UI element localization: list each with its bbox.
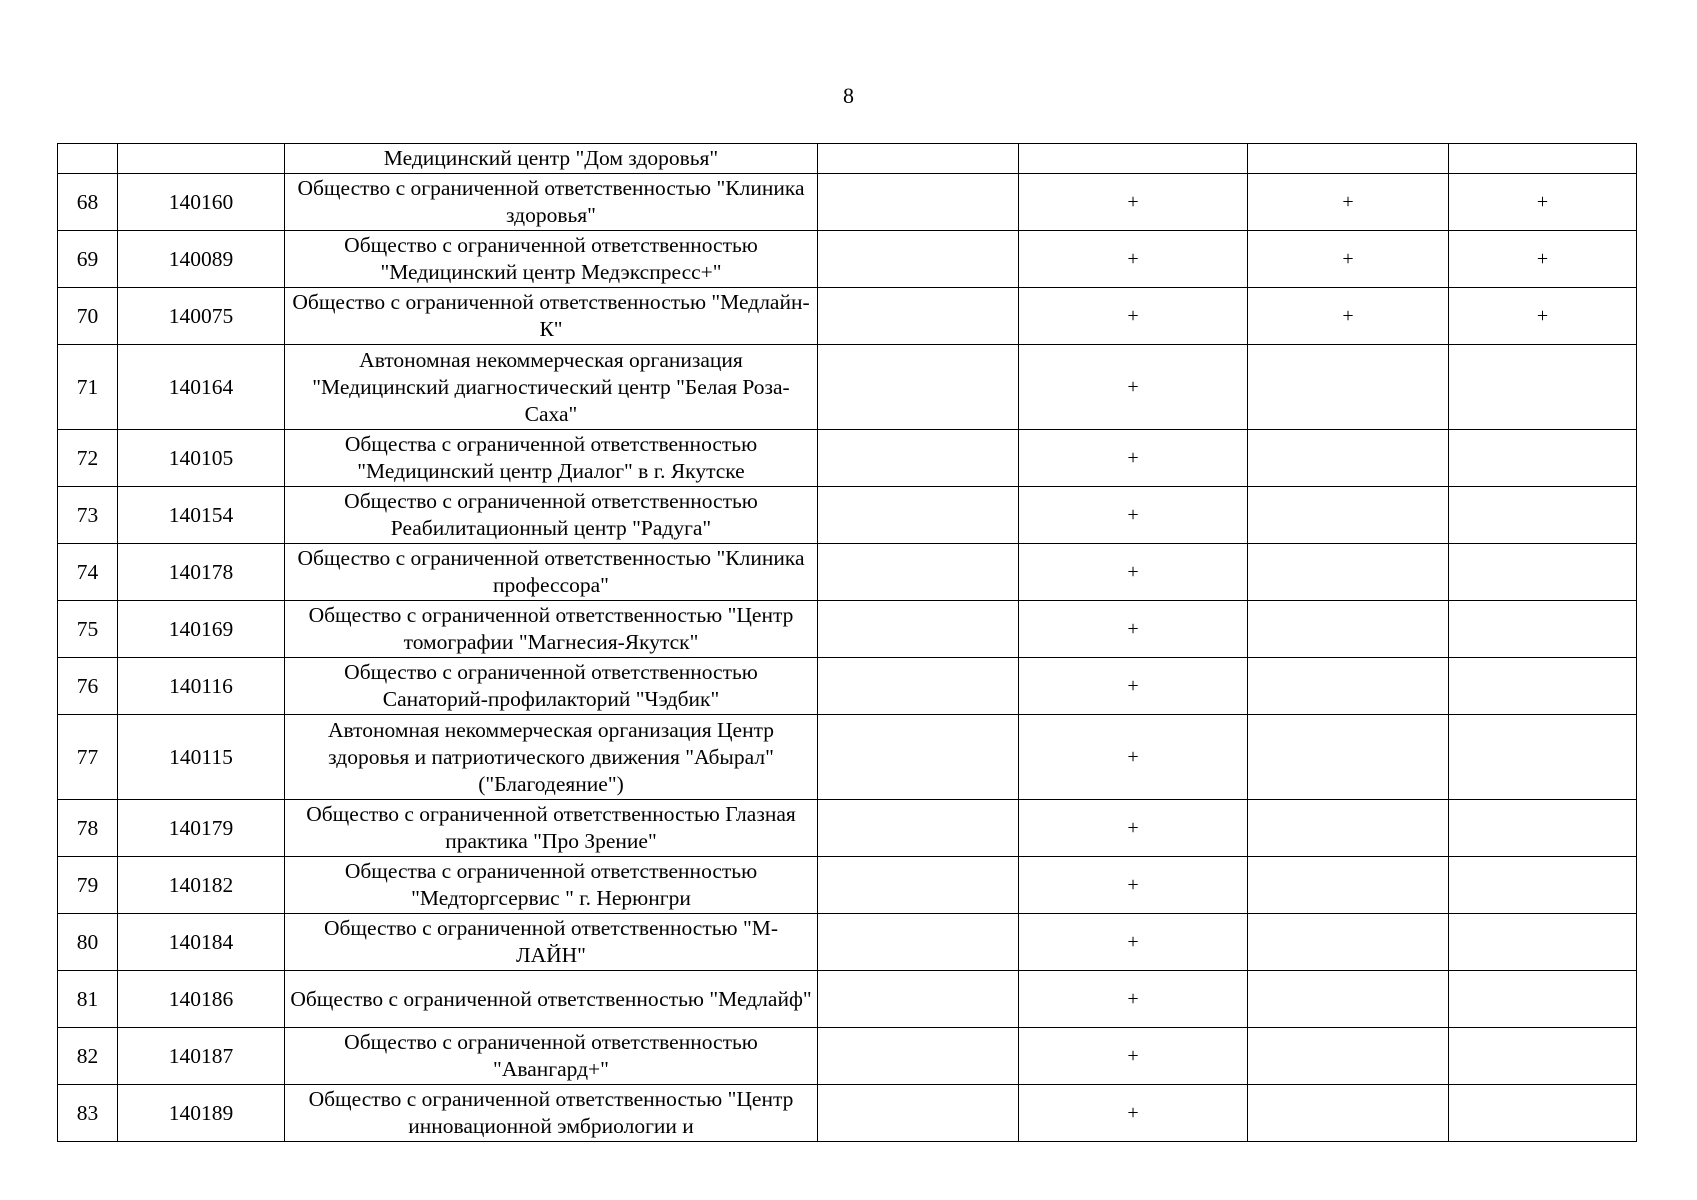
column-5-cell: + xyxy=(1019,658,1248,715)
column-7-cell xyxy=(1449,430,1637,487)
row-number-cell: 83 xyxy=(58,1085,118,1142)
row-number-cell xyxy=(58,144,118,174)
row-number-cell: 71 xyxy=(58,345,118,430)
registry-code-cell: 140187 xyxy=(118,1028,285,1085)
organization-name-cell: Общество с ограниченной ответственностью "Центр томографии "Магнесия-Якутск" xyxy=(285,601,818,658)
column-5-cell: + xyxy=(1019,857,1248,914)
registry-code-cell: 140075 xyxy=(118,288,285,345)
registry-code-cell: 140154 xyxy=(118,487,285,544)
column-4-cell xyxy=(818,544,1019,601)
organization-name-cell: Общество с ограниченной ответственностью "Клиника профессора" xyxy=(285,544,818,601)
table-row xyxy=(58,800,1637,857)
column-5-cell: + xyxy=(1019,430,1248,487)
column-5-cell: + xyxy=(1019,715,1248,800)
page-number: 8 xyxy=(843,83,854,108)
column-7-cell: + xyxy=(1449,288,1637,345)
organization-name-cell: Медицинский центр "Дом здоровья" xyxy=(285,144,818,174)
column-6-cell xyxy=(1248,914,1449,971)
column-6-cell xyxy=(1248,544,1449,601)
organization-name-cell: Общества с ограниченной ответственностью "Медицинский центр Диалог" в г. Якутске xyxy=(285,430,818,487)
column-5-cell: + xyxy=(1019,174,1248,231)
row-number-cell: 78 xyxy=(58,800,118,857)
table-row xyxy=(58,857,1637,914)
column-7-cell xyxy=(1449,544,1637,601)
column-5-cell: + xyxy=(1019,800,1248,857)
organization-name-cell: Общество с ограниченной ответственностью Санаторий-профилакторий "Чэдбик" xyxy=(285,658,818,715)
column-4-cell xyxy=(818,288,1019,345)
column-4-cell xyxy=(818,487,1019,544)
registry-code-cell: 140179 xyxy=(118,800,285,857)
column-6-cell xyxy=(1248,345,1449,430)
column-4-cell xyxy=(818,144,1019,174)
table-row xyxy=(58,601,1637,658)
registry-code-cell: 140178 xyxy=(118,544,285,601)
column-5-cell: + xyxy=(1019,1085,1248,1142)
table-row xyxy=(58,658,1637,715)
column-4-cell xyxy=(818,345,1019,430)
column-7-cell xyxy=(1449,1028,1637,1085)
column-5-cell: + xyxy=(1019,914,1248,971)
column-4-cell xyxy=(818,174,1019,231)
organization-name-cell: Автономная некоммерческая организация Центр здоровья и патриотического движения "Абырал" ("Благодеяние") xyxy=(285,715,818,800)
column-6-cell: + xyxy=(1248,288,1449,345)
column-6-cell: + xyxy=(1248,231,1449,288)
row-number-cell: 76 xyxy=(58,658,118,715)
registry-code-cell: 140189 xyxy=(118,1085,285,1142)
column-7-cell xyxy=(1449,715,1637,800)
registry-code-cell: 140160 xyxy=(118,174,285,231)
row-number-cell: 79 xyxy=(58,857,118,914)
row-number-cell: 73 xyxy=(58,487,118,544)
column-4-cell xyxy=(818,1085,1019,1142)
column-7-cell: + xyxy=(1449,231,1637,288)
table-row xyxy=(58,971,1637,1028)
table-row xyxy=(58,487,1637,544)
column-4-cell xyxy=(818,857,1019,914)
column-5-cell: + xyxy=(1019,601,1248,658)
column-6-cell xyxy=(1248,430,1449,487)
column-5-cell: + xyxy=(1019,231,1248,288)
column-5-cell: + xyxy=(1019,1028,1248,1085)
column-6-cell xyxy=(1248,971,1449,1028)
registry-code-cell: 140169 xyxy=(118,601,285,658)
column-5-cell: + xyxy=(1019,544,1248,601)
column-6-cell xyxy=(1248,1085,1449,1142)
registry-code-cell: 140116 xyxy=(118,658,285,715)
table-row xyxy=(58,430,1637,487)
registry-code-cell: 140115 xyxy=(118,715,285,800)
column-4-cell xyxy=(818,971,1019,1028)
table-row xyxy=(58,231,1637,288)
column-6-cell xyxy=(1248,715,1449,800)
column-7-cell xyxy=(1449,658,1637,715)
organization-name-cell: Автономная некоммерческая организация "Медицинский диагностический центр "Белая Роза-Саха" xyxy=(285,345,818,430)
table-row xyxy=(58,288,1637,345)
registry-code-cell: 140186 xyxy=(118,971,285,1028)
organization-name-cell: Общество с ограниченной ответственностью "Медицинский центр Медэкспресс+" xyxy=(285,231,818,288)
organization-name-cell: Общество с ограниченной ответственностью "Центр инновационной эмбриологии и xyxy=(285,1085,818,1142)
column-7-cell xyxy=(1449,144,1637,174)
table-row xyxy=(58,1085,1637,1142)
row-number-cell: 74 xyxy=(58,544,118,601)
table-row xyxy=(58,1028,1637,1085)
organizations-table xyxy=(57,143,1637,1142)
column-4-cell xyxy=(818,430,1019,487)
organization-name-cell: Общество с ограниченной ответственностью "Медлайн-К" xyxy=(285,288,818,345)
organization-name-cell: Общество с ограниченной ответственностью "Клиника здоровья" xyxy=(285,174,818,231)
column-7-cell xyxy=(1449,857,1637,914)
organization-name-cell: Общество с ограниченной ответственностью "М-ЛАЙН" xyxy=(285,914,818,971)
table-row xyxy=(58,914,1637,971)
column-7-cell: + xyxy=(1449,174,1637,231)
table-row xyxy=(58,144,1637,174)
table-row xyxy=(58,544,1637,601)
column-5-cell: + xyxy=(1019,487,1248,544)
registry-code-cell xyxy=(118,144,285,174)
table-row xyxy=(58,174,1637,231)
organization-name-cell: Общество с ограниченной ответственностью "Медлайф" xyxy=(285,971,818,1028)
column-7-cell xyxy=(1449,1085,1637,1142)
registry-code-cell: 140184 xyxy=(118,914,285,971)
organization-name-cell: Общество с ограниченной ответственностью "Авангард+" xyxy=(285,1028,818,1085)
organization-name-cell: Общество с ограниченной ответственностью Глазная практика "Про Зрение" xyxy=(285,800,818,857)
column-4-cell xyxy=(818,715,1019,800)
column-4-cell xyxy=(818,231,1019,288)
column-5-cell: + xyxy=(1019,345,1248,430)
table-row xyxy=(58,715,1637,800)
column-7-cell xyxy=(1449,800,1637,857)
column-6-cell xyxy=(1248,601,1449,658)
column-6-cell xyxy=(1248,658,1449,715)
column-4-cell xyxy=(818,800,1019,857)
column-5-cell: + xyxy=(1019,971,1248,1028)
row-number-cell: 75 xyxy=(58,601,118,658)
column-5-cell xyxy=(1019,144,1248,174)
organization-name-cell: Общества с ограниченной ответственностью "Медторгсервис " г. Нерюнгри xyxy=(285,857,818,914)
column-4-cell xyxy=(818,601,1019,658)
column-4-cell xyxy=(818,658,1019,715)
column-5-cell: + xyxy=(1019,288,1248,345)
registry-code-cell: 140182 xyxy=(118,857,285,914)
column-6-cell xyxy=(1248,857,1449,914)
column-7-cell xyxy=(1449,487,1637,544)
registry-code-cell: 140089 xyxy=(118,231,285,288)
column-6-cell xyxy=(1248,144,1449,174)
table-row xyxy=(58,345,1637,430)
column-4-cell xyxy=(818,1028,1019,1085)
row-number-cell: 81 xyxy=(58,971,118,1028)
column-7-cell xyxy=(1449,971,1637,1028)
row-number-cell: 80 xyxy=(58,914,118,971)
organization-name-cell: Общество с ограниченной ответственностью Реабилитационный центр "Радуга" xyxy=(285,487,818,544)
row-number-cell: 69 xyxy=(58,231,118,288)
row-number-cell: 70 xyxy=(58,288,118,345)
row-number-cell: 68 xyxy=(58,174,118,231)
registry-code-cell: 140164 xyxy=(118,345,285,430)
column-6-cell: + xyxy=(1248,174,1449,231)
column-7-cell xyxy=(1449,914,1637,971)
row-number-cell: 72 xyxy=(58,430,118,487)
registry-code-cell: 140105 xyxy=(118,430,285,487)
row-number-cell: 77 xyxy=(58,715,118,800)
column-4-cell xyxy=(818,914,1019,971)
column-6-cell xyxy=(1248,487,1449,544)
column-6-cell xyxy=(1248,1028,1449,1085)
column-7-cell xyxy=(1449,345,1637,430)
column-7-cell xyxy=(1449,601,1637,658)
column-6-cell xyxy=(1248,800,1449,857)
row-number-cell: 82 xyxy=(58,1028,118,1085)
